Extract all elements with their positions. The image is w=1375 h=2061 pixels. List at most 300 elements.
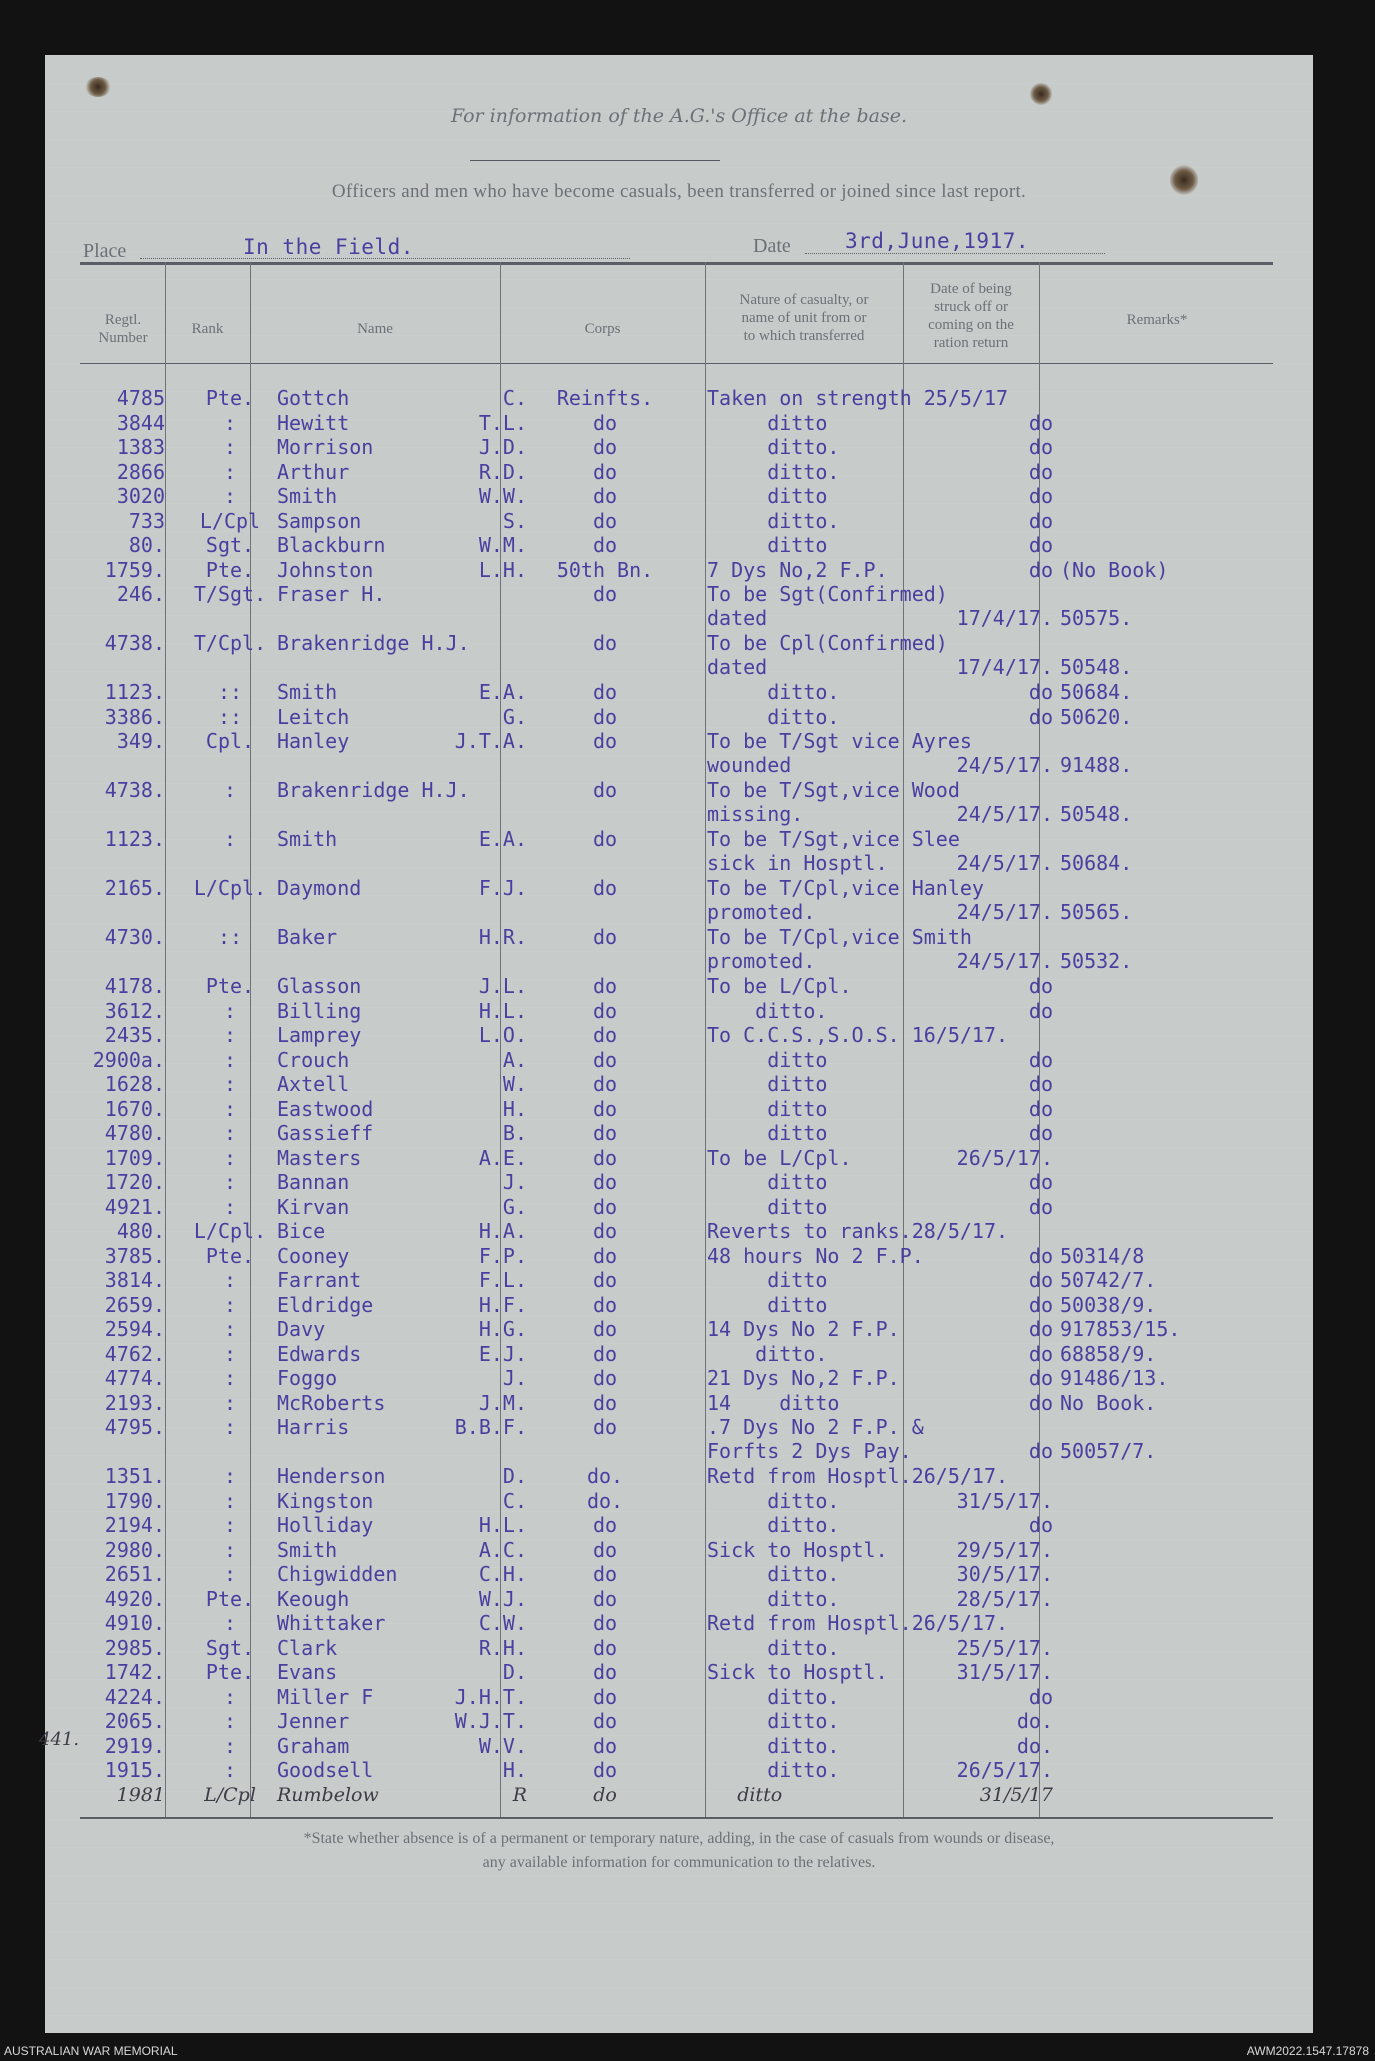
column-header-corps: Corps bbox=[584, 321, 621, 337]
cell-name: Rumbelow bbox=[277, 1783, 379, 1806]
margin-note: 441. bbox=[39, 1729, 80, 1750]
table-row bbox=[45, 460, 1313, 485]
table-row bbox=[45, 1244, 1313, 1269]
cell-nature: To be T/Sgt,vice Wood missing. bbox=[707, 778, 960, 826]
cell-name: Johnston bbox=[277, 557, 374, 582]
info-title: For information of the A.G.'s Office at the base. bbox=[450, 105, 908, 127]
cell-date: do bbox=[1028, 1390, 1053, 1415]
footnote: *State whether absence is of a permanent or temporary nature, adding, in the case of casuals from wounds or disease, any available information for communication to the relatives. bbox=[303, 1830, 1055, 1871]
cell-reg: 4774. bbox=[104, 1366, 165, 1390]
cell-reg: 3814. bbox=[104, 1268, 165, 1292]
cell-corps: do bbox=[592, 1537, 618, 1562]
cell-rank: : bbox=[223, 1145, 237, 1170]
cell-date: 17/4/17. bbox=[956, 606, 1053, 630]
cell-nature: ditto. bbox=[707, 1513, 840, 1537]
cell-init: C.W. bbox=[478, 1611, 527, 1635]
cell-name: Hewitt bbox=[277, 410, 350, 435]
cell-rank: : bbox=[223, 1317, 237, 1341]
cell-remarks: 50742/7. bbox=[1060, 1268, 1157, 1292]
cell-date: do bbox=[1028, 484, 1053, 508]
table-row bbox=[45, 1268, 1313, 1293]
cell-corps: do bbox=[592, 1072, 618, 1096]
table-row bbox=[45, 1317, 1313, 1342]
cell-rank: : bbox=[223, 827, 237, 851]
cell-init: C.H. bbox=[478, 1562, 527, 1586]
cell-reg: 1351. bbox=[104, 1464, 165, 1488]
cell-nature: ditto. bbox=[707, 1758, 840, 1782]
cell-reg: 3612. bbox=[104, 998, 165, 1023]
cell-name: Hanley bbox=[277, 729, 350, 753]
cell-date: 31/5/17 bbox=[979, 1783, 1053, 1806]
cell-reg: 4795. bbox=[104, 1415, 165, 1439]
cell-remarks: 91488. bbox=[1060, 753, 1133, 777]
cell-name: Smith bbox=[277, 1537, 338, 1562]
table-row bbox=[45, 1636, 1313, 1661]
cell-reg: 2065. bbox=[104, 1709, 165, 1733]
cell-corps: do bbox=[592, 1390, 618, 1415]
cell-corps: 50th Bn. bbox=[556, 557, 654, 582]
cell-rank: : bbox=[223, 1268, 237, 1292]
table-row bbox=[45, 680, 1313, 705]
cell-date: 30/5/17. bbox=[956, 1562, 1053, 1586]
cell-nature: ditto. bbox=[707, 1341, 828, 1366]
cell-reg: 1670. bbox=[104, 1096, 165, 1121]
table-row bbox=[45, 1391, 1313, 1416]
cell-rank: : bbox=[223, 998, 237, 1023]
cell-init: L.O. bbox=[478, 1023, 527, 1047]
cell-nature: ditto. bbox=[707, 1684, 840, 1709]
cell-rank: Pte. bbox=[205, 1243, 255, 1268]
table-row bbox=[45, 778, 1313, 827]
cell-name: Bannan bbox=[277, 1170, 350, 1194]
cell-date: 26/5/17. bbox=[956, 1145, 1053, 1170]
cell-name: Edwards bbox=[277, 1341, 362, 1366]
table-row bbox=[45, 435, 1313, 460]
cell-name: Axtell bbox=[277, 1072, 350, 1096]
cell-name: Fraser H. bbox=[277, 582, 386, 606]
cell-corps: do bbox=[592, 631, 618, 655]
cell-nature: ditto bbox=[707, 1047, 828, 1072]
cell-date: do bbox=[1028, 998, 1053, 1023]
cell-reg: 1742. bbox=[104, 1660, 165, 1684]
cell-reg: 3785. bbox=[104, 1243, 165, 1268]
cell-init: C. bbox=[502, 1488, 527, 1513]
cell-rank: : bbox=[223, 1121, 237, 1145]
cell-name: Evans bbox=[277, 1660, 338, 1684]
cell-date: do bbox=[1028, 1684, 1053, 1709]
cell-corps: do bbox=[593, 1783, 617, 1806]
cell-rank: Pte. bbox=[205, 386, 255, 410]
cell-name: Bice bbox=[277, 1219, 326, 1243]
cell-corps: do bbox=[592, 1317, 618, 1341]
cell-init: A.C. bbox=[478, 1537, 527, 1562]
table-row bbox=[45, 999, 1313, 1024]
column-header-rank: Rank bbox=[191, 321, 224, 337]
cell-rank: : bbox=[223, 1341, 237, 1366]
date-value: 3rd,June,1917. bbox=[845, 229, 1030, 253]
cell-date: do bbox=[1028, 1243, 1053, 1268]
cell-rank: Cpl. bbox=[205, 729, 255, 753]
cell-name: Farrant bbox=[277, 1268, 362, 1292]
cell-name: Cooney bbox=[277, 1243, 350, 1268]
cell-nature: 14 Dys No 2 F.P. bbox=[707, 1317, 900, 1341]
cell-nature: ditto. bbox=[707, 998, 828, 1023]
cell-corps: do bbox=[592, 410, 618, 435]
cell-nature: Sick to Hosptl. bbox=[707, 1660, 888, 1684]
cell-rank: : bbox=[223, 1096, 237, 1121]
cell-init: H.A. bbox=[478, 1219, 527, 1243]
table-row bbox=[45, 509, 1313, 534]
cell-init: J.M. bbox=[478, 1390, 527, 1415]
table-row bbox=[45, 1587, 1313, 1612]
cell-rank: : bbox=[223, 1758, 237, 1782]
cell-reg: 2193. bbox=[104, 1390, 165, 1415]
cell-name: Daymond bbox=[277, 876, 362, 900]
table-row bbox=[45, 1023, 1313, 1048]
cell-rank: : bbox=[223, 1464, 237, 1488]
table-row bbox=[45, 1709, 1313, 1734]
burn-mark bbox=[85, 77, 111, 97]
table-top-rule bbox=[80, 262, 1273, 265]
cell-name: Davy bbox=[277, 1317, 326, 1341]
date-label: Date bbox=[753, 235, 791, 257]
cell-reg: 3020 bbox=[116, 484, 165, 508]
cell-date: do bbox=[1028, 533, 1053, 557]
cell-remarks: 50684. bbox=[1060, 680, 1133, 704]
cell-name: Baker bbox=[277, 925, 338, 949]
cell-init: J.L. bbox=[478, 974, 527, 998]
cell-date: do bbox=[1028, 1170, 1053, 1194]
cell-rank: : bbox=[223, 410, 237, 435]
table-row bbox=[45, 1048, 1313, 1073]
cell-reg: 2659. bbox=[104, 1292, 165, 1317]
cell-date: 26/5/17. bbox=[956, 1758, 1053, 1782]
cell-reg: 4920. bbox=[104, 1586, 165, 1611]
table-row bbox=[45, 1562, 1313, 1587]
cell-nature: To be T/Sgt,vice Slee sick in Hosptl. bbox=[707, 827, 960, 875]
cell-reg: 80. bbox=[128, 533, 165, 557]
cell-corps: do bbox=[592, 1733, 618, 1758]
cell-init: J.D. bbox=[478, 435, 527, 459]
table-row bbox=[45, 1758, 1313, 1783]
table-row bbox=[45, 1415, 1313, 1464]
cell-rank: : bbox=[223, 1513, 237, 1537]
table-head-rule bbox=[80, 363, 1273, 364]
table-row bbox=[45, 1072, 1313, 1097]
cell-init: D. bbox=[502, 1464, 527, 1488]
cell-remarks: 50575. bbox=[1060, 606, 1133, 630]
cell-date: do bbox=[1028, 1096, 1053, 1121]
cell-date: 29/5/17. bbox=[956, 1537, 1053, 1562]
cell-init: E.A. bbox=[478, 827, 527, 851]
cell-name: Whittaker bbox=[277, 1611, 386, 1635]
cell-name: Gottch bbox=[277, 386, 350, 410]
cell-init: C. bbox=[502, 386, 527, 410]
cell-init: W.J.T. bbox=[454, 1709, 527, 1733]
cell-nature: ditto. bbox=[707, 459, 840, 484]
cell-corps: do bbox=[592, 1292, 618, 1317]
cell-init: W.M. bbox=[478, 533, 527, 557]
date-dotline bbox=[805, 253, 1105, 254]
cell-nature: ditto. bbox=[707, 1709, 840, 1733]
caption-accession: AWM2022.1547.17878 bbox=[1246, 2044, 1369, 2058]
table-row bbox=[45, 631, 1313, 680]
table-row bbox=[45, 1538, 1313, 1563]
cell-remarks: 50548. bbox=[1060, 802, 1133, 826]
cell-name: Graham bbox=[277, 1733, 350, 1758]
cell-date: 25/5/17. bbox=[956, 1635, 1053, 1660]
document-sheet bbox=[39, 55, 1313, 2033]
cell-remarks: 91486/13. bbox=[1060, 1366, 1169, 1390]
table-row bbox=[45, 1734, 1313, 1759]
cell-remarks: 50038/9. bbox=[1060, 1292, 1157, 1317]
cell-init: W.J. bbox=[478, 1586, 527, 1611]
cell-date: do. bbox=[1016, 1709, 1053, 1733]
cell-reg: 4738. bbox=[104, 631, 165, 655]
cell-init: H.L. bbox=[478, 1513, 527, 1537]
cell-reg: 4738. bbox=[104, 778, 165, 802]
cell-init: H. bbox=[502, 1758, 527, 1782]
cell-date: do bbox=[1028, 1047, 1053, 1072]
column-header-date: Date of being struck off or coming on the ration return bbox=[928, 281, 1014, 351]
cell-corps: do bbox=[592, 1170, 618, 1194]
cell-name: Eastwood bbox=[277, 1096, 374, 1121]
cell-reg: 3386. bbox=[104, 704, 165, 729]
cell-name: Miller F bbox=[277, 1684, 374, 1709]
cell-rank: : bbox=[223, 1415, 237, 1439]
cell-init: D. bbox=[502, 1660, 527, 1684]
cell-date: 24/5/17. bbox=[956, 900, 1053, 924]
cell-date: 24/5/17. bbox=[956, 851, 1053, 875]
cell-name: Brakenridge H.J. bbox=[277, 778, 470, 802]
cell-reg: 2435. bbox=[104, 1023, 165, 1047]
table-row bbox=[45, 876, 1313, 925]
cell-nature: ditto. bbox=[707, 1733, 840, 1758]
cell-rank: L/Cpl. bbox=[193, 1219, 267, 1243]
cell-corps: do bbox=[592, 925, 618, 949]
cell-nature: ditto bbox=[707, 1292, 828, 1317]
cell-rank: : bbox=[223, 1023, 237, 1047]
cell-reg: 1628. bbox=[104, 1072, 165, 1096]
cell-corps: do bbox=[592, 1635, 618, 1660]
cell-rank: : bbox=[223, 435, 237, 459]
table-row bbox=[45, 1660, 1313, 1685]
cell-reg: 4224. bbox=[104, 1684, 165, 1709]
cell-nature: ditto bbox=[707, 1194, 828, 1219]
cell-corps: do bbox=[592, 778, 618, 802]
cell-reg: 2651. bbox=[104, 1562, 165, 1586]
cell-rank: : bbox=[223, 1194, 237, 1219]
table-row bbox=[45, 411, 1313, 436]
cell-date: 28/5/17. bbox=[956, 1586, 1053, 1611]
place-value: In the Field. bbox=[243, 235, 414, 259]
cell-corps: do bbox=[592, 1709, 618, 1733]
cell-init: L.H. bbox=[478, 557, 527, 582]
cell-name: Foggo bbox=[277, 1366, 338, 1390]
cell-init: F.L. bbox=[478, 1268, 527, 1292]
cell-corps: do bbox=[592, 1047, 618, 1072]
cell-nature: 48 hours No 2 F.P. bbox=[707, 1243, 924, 1268]
cell-corps: do bbox=[592, 1145, 618, 1170]
cell-nature: 14 ditto bbox=[707, 1390, 840, 1415]
cell-nature: ditto. bbox=[707, 508, 840, 533]
cell-init: R bbox=[512, 1783, 527, 1806]
cell-reg: 4910. bbox=[104, 1611, 165, 1635]
cell-remarks: 50532. bbox=[1060, 949, 1133, 973]
table-row bbox=[45, 1170, 1313, 1195]
cell-nature: ditto bbox=[707, 1170, 828, 1194]
cell-name: Smith bbox=[277, 680, 338, 704]
cell-name: Jenner bbox=[277, 1709, 350, 1733]
cell-init: E.A. bbox=[478, 680, 527, 704]
table-row bbox=[45, 1146, 1313, 1171]
cell-name: Gassieff bbox=[277, 1121, 374, 1145]
cell-rank: : bbox=[223, 1292, 237, 1317]
cell-corps: do bbox=[592, 435, 618, 459]
cell-reg: 2980. bbox=[104, 1537, 165, 1562]
cell-remarks: 50620. bbox=[1060, 704, 1133, 729]
cell-corps: do bbox=[592, 459, 618, 484]
table-row bbox=[45, 925, 1313, 974]
cell-name: Morrison bbox=[277, 435, 374, 459]
cell-date: do bbox=[1028, 1341, 1053, 1366]
cell-corps: do bbox=[592, 729, 618, 753]
cell-rank: :: bbox=[217, 680, 243, 704]
cell-rank: : bbox=[223, 1684, 237, 1709]
cell-date: do bbox=[1028, 704, 1053, 729]
entries-table bbox=[45, 386, 1313, 1807]
cell-reg: 4762. bbox=[104, 1341, 165, 1366]
cell-remarks: 50314/8 bbox=[1060, 1243, 1145, 1268]
cell-init: R.H. bbox=[478, 1635, 527, 1660]
table-row bbox=[45, 1097, 1313, 1122]
cell-nature: ditto. bbox=[707, 704, 840, 729]
cell-remarks: 917853/15. bbox=[1060, 1317, 1181, 1341]
cell-date: do bbox=[1028, 508, 1053, 533]
cell-nature: ditto bbox=[707, 1268, 828, 1292]
table-row bbox=[45, 1464, 1313, 1489]
cell-reg: 4178. bbox=[104, 974, 165, 998]
cell-rank: : bbox=[223, 1072, 237, 1096]
table-row bbox=[45, 1342, 1313, 1367]
cell-corps: do bbox=[592, 1611, 618, 1635]
cell-nature: To be T/Cpl,vice Smith promoted. bbox=[707, 925, 972, 973]
cell-rank: Pte. bbox=[205, 974, 255, 998]
table-row bbox=[45, 558, 1313, 583]
cell-name: Smith bbox=[277, 827, 338, 851]
place-label: Place bbox=[83, 240, 127, 262]
cell-reg: 4730. bbox=[104, 925, 165, 949]
cell-init: B.B.F. bbox=[454, 1415, 527, 1439]
column-header-name: Name bbox=[357, 321, 393, 337]
table-row bbox=[45, 827, 1313, 876]
cell-nature: .7 Dys No 2 F.P. & Forfts 2 Dys Pay. bbox=[707, 1415, 924, 1463]
cell-nature: 21 Dys No,2 F.P. bbox=[707, 1366, 900, 1390]
cell-rank: Pte. bbox=[205, 1586, 255, 1611]
cell-remarks: 50684. bbox=[1060, 851, 1133, 875]
cell-rank: : bbox=[223, 1709, 237, 1733]
cell-corps: do bbox=[592, 1268, 618, 1292]
cell-reg: 733 bbox=[128, 508, 165, 533]
cell-rank: L/Cpl bbox=[199, 508, 261, 533]
cell-reg: 2165. bbox=[104, 876, 165, 900]
cell-corps: do bbox=[592, 1562, 618, 1586]
cell-reg: 2985. bbox=[104, 1635, 165, 1660]
cell-reg: 1123. bbox=[104, 680, 165, 704]
cell-init: J. bbox=[502, 1170, 527, 1194]
cell-date: do bbox=[1028, 557, 1053, 582]
cell-reg: 349. bbox=[116, 729, 165, 753]
cell-nature: 7 Dys No,2 F.P. bbox=[707, 557, 888, 582]
cell-corps: do bbox=[592, 827, 618, 851]
cell-date: do bbox=[1028, 1072, 1053, 1096]
cell-date: 24/5/17. bbox=[956, 802, 1053, 826]
cell-name: Henderson bbox=[277, 1464, 386, 1488]
cell-name: Chigwidden bbox=[277, 1562, 398, 1586]
cell-name: Keough bbox=[277, 1586, 350, 1611]
cell-reg: 1123. bbox=[104, 827, 165, 851]
table-row bbox=[45, 582, 1313, 631]
cell-init: H.L. bbox=[478, 998, 527, 1023]
table-row bbox=[45, 1783, 1313, 1808]
cell-remarks: 68858/9. bbox=[1060, 1341, 1157, 1366]
cell-init: H.F. bbox=[478, 1292, 527, 1317]
cell-rank: T/Cpl. bbox=[193, 631, 267, 655]
cell-reg: 2866 bbox=[116, 459, 165, 484]
cell-corps: do bbox=[592, 1023, 618, 1047]
cell-init: J.T.A. bbox=[454, 729, 527, 753]
title-rule bbox=[470, 160, 720, 161]
cell-corps: do bbox=[592, 1660, 618, 1684]
cell-date: do bbox=[1028, 1121, 1053, 1145]
cell-corps: Reinfts. bbox=[556, 386, 654, 410]
cell-init: F.P. bbox=[478, 1243, 527, 1268]
cell-rank: : bbox=[223, 484, 237, 508]
cell-date: do bbox=[1028, 1366, 1053, 1390]
cell-corps: do bbox=[592, 998, 618, 1023]
cell-date: 24/5/17. bbox=[956, 949, 1053, 973]
column-header-remarks: Remarks* bbox=[1126, 312, 1188, 328]
cell-date: do bbox=[1028, 974, 1053, 998]
cell-date: do. bbox=[1016, 1733, 1053, 1758]
form-subtitle: Officers and men who have become casuals, been transferred or joined since last report. bbox=[331, 181, 1027, 202]
cell-reg: 2594. bbox=[104, 1317, 165, 1341]
cell-init: G. bbox=[502, 1194, 527, 1219]
cell-nature: Taken on strength 25/5/17 bbox=[707, 386, 1009, 410]
cell-remarks: 50565. bbox=[1060, 900, 1133, 924]
cell-date: do bbox=[1028, 1268, 1053, 1292]
cell-corps: do bbox=[592, 1684, 618, 1709]
table-row bbox=[45, 705, 1313, 730]
cell-reg: 1915. bbox=[104, 1758, 165, 1782]
cell-name: Leitch bbox=[277, 704, 350, 729]
cell-rank: : bbox=[223, 459, 237, 484]
cell-nature: ditto. bbox=[707, 680, 840, 704]
cell-nature: ditto bbox=[707, 1096, 828, 1121]
table-row bbox=[45, 1195, 1313, 1220]
cell-corps: do bbox=[592, 1096, 618, 1121]
cell-date: do bbox=[1028, 410, 1053, 435]
cell-date: do bbox=[1028, 1439, 1053, 1463]
cell-nature: Sick to Hosptl. bbox=[707, 1537, 888, 1562]
cell-name: Goodsell bbox=[277, 1758, 374, 1782]
cell-name: Kingston bbox=[277, 1488, 374, 1513]
cell-rank: : bbox=[223, 1537, 237, 1562]
cell-init: H.R. bbox=[478, 925, 527, 949]
cell-nature: ditto bbox=[707, 1121, 828, 1145]
cell-date: do bbox=[1028, 1513, 1053, 1537]
cell-name: Billing bbox=[277, 998, 362, 1023]
